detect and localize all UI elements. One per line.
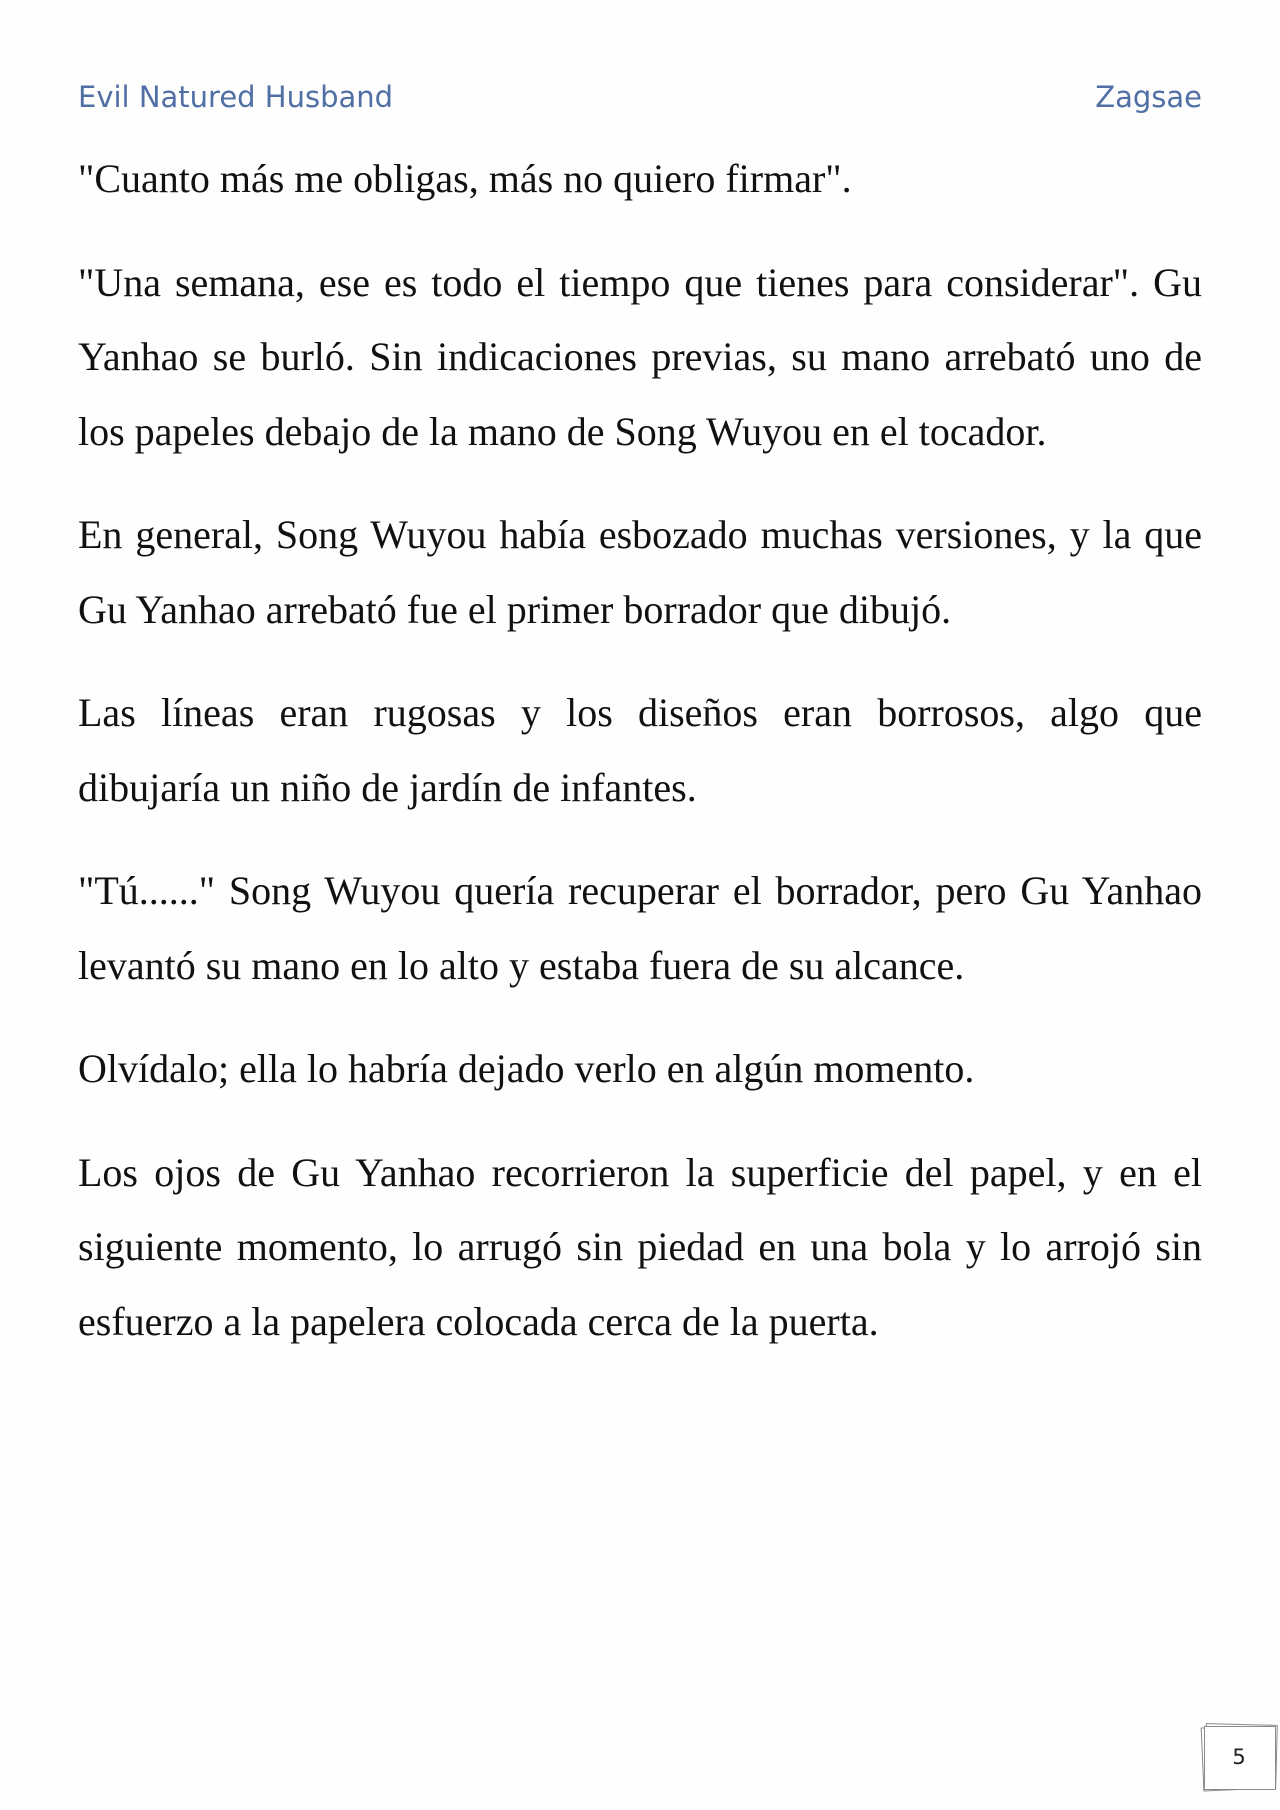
header-author: Zagsae [1095, 80, 1202, 114]
body-text [78, 142, 1202, 1388]
page-number-box [1202, 1722, 1276, 1790]
page-number: 5 [1232, 1745, 1246, 1769]
page-header [78, 80, 1202, 120]
paragraph: "Tú......" Song Wuyou quería recuperar el borrador, pero Gu Yanhao levantó su mano en lo alto y estaba fuera de su alcance. [78, 868, 1202, 988]
paragraph: "Una semana, ese es todo el tiempo que tienes para considerar". Gu Yanhao se burló. Sin indicaciones previas, su mano arrebató uno de los papeles debajo de la mano de Song Wuyou en el tocador. [78, 259, 1202, 454]
paragraph: Los ojos de Gu Yanhao recorrieron la superficie del papel, y en el siguiente momento, lo arrugó sin piedad en una bola y lo arrojó sin esfuerzo a la papelera colocada cerca de la puerta. [78, 1149, 1202, 1344]
paragraph: "Cuanto más me obligas, más no quiero firmar". [78, 156, 852, 201]
paragraph: En general, Song Wuyou había esbozado muchas versiones, y la que Gu Yanhao arrebató fue el primer borrador que dibujó. [78, 512, 1202, 632]
header-title: Evil Natured Husband [78, 80, 394, 114]
paragraph: Olvídalo; ella lo habría dejado verlo en algún momento. [78, 1046, 975, 1091]
paragraph: Las líneas eran rugosas y los diseños eran borrosos, algo que dibujaría un niño de jardín de infantes. [78, 690, 1202, 810]
